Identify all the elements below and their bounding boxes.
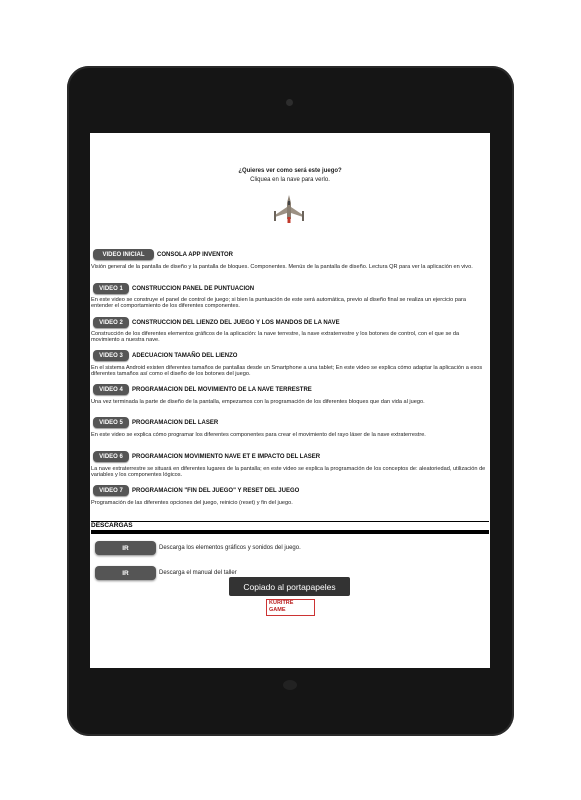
- video-6-desc: La nave extraterrestre se situará en diferentes lugares de la pantalla; en este video se explica la programación de los conceptos de: aleatoriedad, utilización de variables y los componentes lógicos.: [91, 466, 486, 479]
- video-5-desc: En este video se explica cómo programar los diferentes componentes para crear el movimiento del rayo láser de la nave extraterrestre.: [91, 432, 426, 438]
- download-manual-text: Descarga el manual del taller: [159, 570, 237, 576]
- download-manual-button[interactable]: IR: [95, 566, 156, 580]
- kuritre-game-logo: [266, 599, 315, 616]
- intro-question: ¿Quieres ver como será este juego?: [238, 168, 342, 174]
- video-6-title: PROGRAMACION MOVIMIENTO NAVE ET E IMPACTO DEL LASER: [132, 454, 321, 460]
- video-3-desc: En el sistema Android existen diferentes tamaños de pantallas desde un Smartphone a una tablet; En este video se explica cómo adaptar la aplicación a esos diferentes tamaños así como el diseño de los botones del juego.: [91, 365, 483, 378]
- video-3-title: ADECUACION TAMAÑO DEL LIENZO: [132, 353, 238, 359]
- download-graphics-button[interactable]: IR: [95, 541, 156, 555]
- video-5-title: PROGRAMACION DEL LASER: [132, 420, 219, 426]
- home-sensor: [283, 680, 297, 690]
- video-4-button[interactable]: VIDEO 4: [93, 384, 129, 395]
- video-2-desc: Construcción de los diferentes elementos gráficos de la aplicación: la nave terrestre, la nave extraterrestre y los botones de control, con el que se da movimiento a nuestra nave.: [91, 331, 460, 344]
- front-camera: [286, 99, 293, 106]
- video-1-desc: En este video se construye el panel de control de juego; si bien la puntuación de este será automática, previo al diseño final se realiza un ejercicio para entender el comportamiento de los diferentes componentes.: [91, 297, 467, 310]
- video-4-desc: Una vez terminada la parte de diseño de la pantalla, empezamos con la programación de los diferentes bloques que dan vida al juego.: [91, 399, 425, 405]
- video-1-button[interactable]: VIDEO 1: [93, 283, 129, 294]
- video-6-button[interactable]: VIDEO 6: [93, 451, 129, 462]
- video-inicial-desc: Visión general de la pantalla de diseño y la pantalla de bloques. Componentes. Menús de la pantalla de diseño. Lectura QR para ver la aplicación en vivo.: [91, 264, 473, 270]
- video-7-desc: Programación de las diferentes opciones del juego, reinicio (reset) y fin del juego.: [91, 500, 293, 506]
- download-graphics-text: Descarga los elementos gráficos y sonidos del juego.: [159, 545, 301, 551]
- spaceship-icon[interactable]: [272, 193, 306, 227]
- video-5-button[interactable]: VIDEO 5: [93, 417, 129, 428]
- video-7-button[interactable]: VIDEO 7: [93, 485, 129, 496]
- video-7-title: PROGRAMACION "FIN DEL JUEGO" Y RESET DEL JUEGO: [132, 488, 300, 494]
- video-2-button[interactable]: VIDEO 2: [93, 317, 129, 328]
- video-inicial-title: CONSOLA APP INVENTOR: [157, 252, 234, 258]
- clipboard-toast: Copiado al portapapeles: [229, 577, 350, 596]
- video-4-title: PROGRAMACION DEL MOVIMIENTO DE LA NAVE TERRESTRE: [132, 387, 312, 393]
- intro-hint: Cliquea en la nave para verlo.: [250, 177, 330, 183]
- video-inicial-button[interactable]: VIDEO INICIAL: [93, 249, 154, 260]
- logo-line2: GAME: [269, 607, 286, 613]
- video-2-title: CONSTRUCCION DEL LIENZO DEL JUEGO Y LOS MANDOS DE LA NAVE: [132, 320, 340, 326]
- video-1-title: CONSTRUCCION PANEL DE PUNTUACION: [132, 286, 255, 292]
- logo-line1: KURITRE: [269, 600, 294, 606]
- app-screen: [90, 133, 490, 668]
- video-3-button[interactable]: VIDEO 3: [93, 350, 129, 361]
- downloads-header: DESCARGAS: [91, 521, 489, 534]
